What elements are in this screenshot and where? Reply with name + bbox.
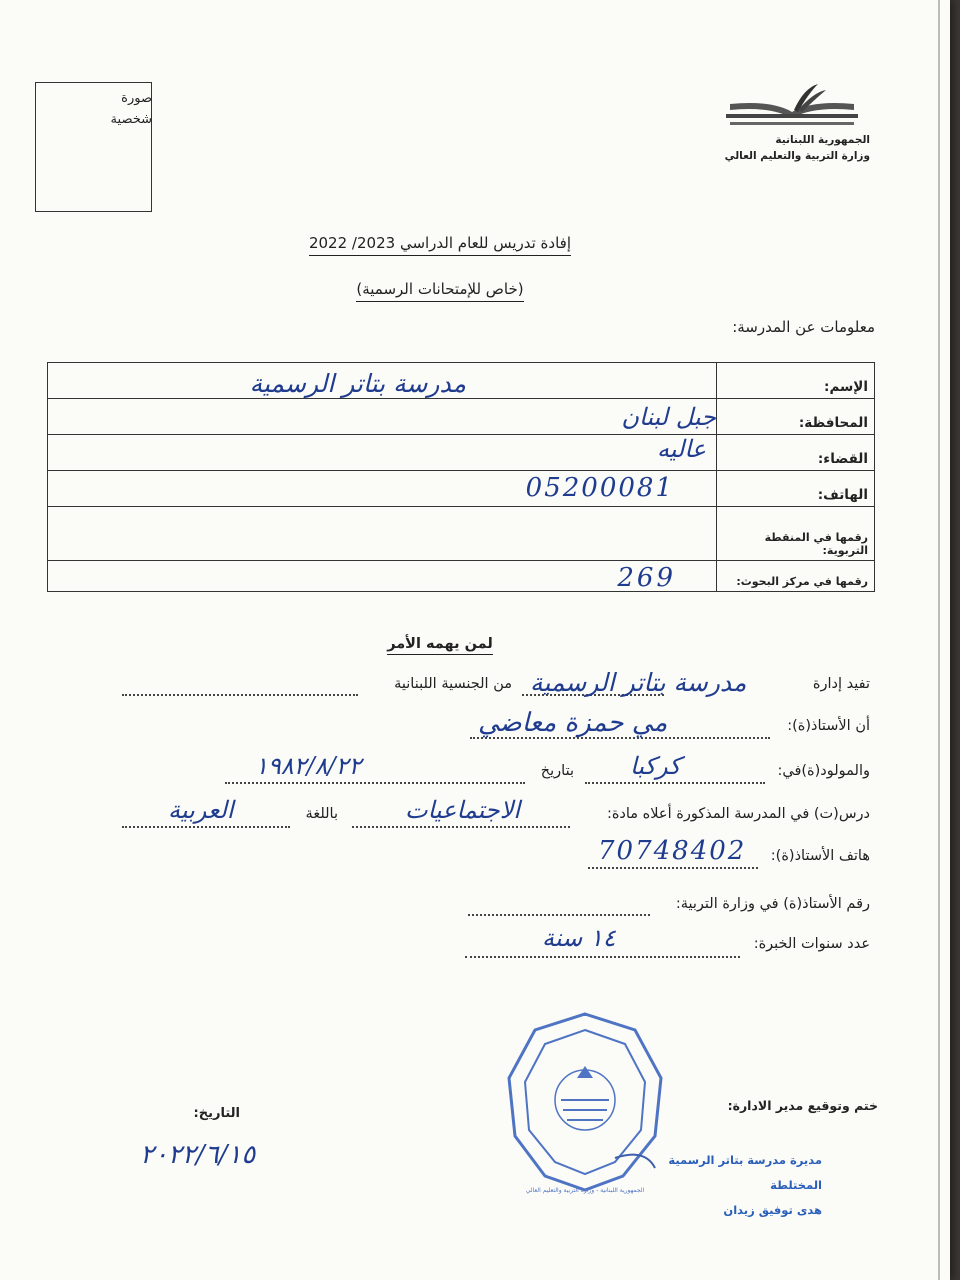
line-birthplace-label: والمولود(ة)في: <box>777 763 870 779</box>
phone-handwritten: 05200081 <box>525 473 674 504</box>
row-label: الإسم: <box>717 363 875 399</box>
line-phone-label: هاتف الأستاذ(ة): <box>770 848 870 864</box>
line-experience-label: عدد سنوات الخبرة: <box>753 936 870 952</box>
date-label: التاريخ: <box>193 1106 240 1121</box>
row-label: المحافظة: <box>717 399 875 435</box>
dotted-line <box>122 826 290 828</box>
research-number-handwritten: 269 <box>617 563 676 594</box>
row-value <box>48 507 717 561</box>
director-title: مديرة مدرسة بتاتر الرسمية المختلطة <box>668 1153 822 1192</box>
line-nationality: من الجنسية اللبنانية <box>394 676 512 692</box>
dotted-line <box>588 867 758 869</box>
subject-handwritten: الاجتماعيات <box>405 796 521 824</box>
line-date-label: بتاريخ <box>540 763 574 779</box>
teacher-name-handwritten: مي حمزة معاضي <box>478 708 668 738</box>
page-edge <box>938 0 940 1280</box>
row-value <box>48 471 717 507</box>
school-name-handwritten: مدرسة بتاتر الرسمية <box>249 369 466 398</box>
document-subtitle <box>300 280 580 298</box>
table-row <box>48 399 875 435</box>
row-label: الهاتف: <box>717 471 875 507</box>
table-row <box>48 561 875 592</box>
ministry-line2: وزارة التربية والتعليم العالي <box>724 150 870 162</box>
subtitle-text: (خاص للإمتحانات الرسمية) <box>356 280 523 302</box>
photo-label <box>60 88 152 130</box>
dotted-line <box>465 956 740 958</box>
line-ministry-number-label: رقم الأستاذ(ة) في وزارة التربية: <box>675 896 870 912</box>
school-info-heading: معلومات عن المدرسة: <box>732 318 875 336</box>
school-info-table <box>47 362 875 592</box>
administration-handwritten: مدرسة بتاتر الرسمية <box>530 668 747 697</box>
director-stamp <box>640 1148 822 1223</box>
row-value <box>48 561 717 592</box>
photo-label-line2: شخصية <box>110 112 152 127</box>
row-label: رقمها في المنقطة التربوية: <box>717 507 875 561</box>
line-subject-label: درس(ت) في المدرسة المذكورة أعلاه مادة: <box>606 806 870 822</box>
language-handwritten: العربية <box>168 796 234 824</box>
dotted-line <box>468 914 650 916</box>
title-text: إفادة تدريس للعام الدراسي 2023/ 2022 <box>309 234 571 256</box>
photo-label-line1: صورة <box>121 91 152 106</box>
director-signature-label: ختم وتوقيع مدير الادارة: <box>727 1098 878 1113</box>
table-row <box>48 435 875 471</box>
line-teacher-label: أن الأستاذ(ة): <box>787 718 870 734</box>
row-label: رقمها في مركز البحوث: <box>717 561 875 592</box>
ministry-line1: الجمهورية اللبنانية <box>775 134 870 146</box>
district-handwritten: عاليه <box>656 435 706 464</box>
experience-handwritten: ١٤ سنة <box>542 924 616 952</box>
director-name: هدى توفيق زيدان <box>723 1203 822 1217</box>
table-row <box>48 363 875 399</box>
line-administration-label: تفيد إدارة <box>812 676 870 692</box>
row-value <box>48 435 717 471</box>
to-whom-text: لمن يهمه الأمر <box>387 636 493 655</box>
dotted-line <box>585 782 765 784</box>
document-title <box>250 234 630 252</box>
governorate-handwritten: جبل لبنان <box>621 403 716 432</box>
ministry-name <box>700 132 870 164</box>
dotted-line <box>352 826 570 828</box>
stamp-text: الجمهورية اللبنانية - وزارة التربية والتعليم العالي <box>525 1187 645 1194</box>
row-value <box>48 399 717 435</box>
row-label: القضاء: <box>717 435 875 471</box>
date-handwritten: ٢٠٢٢/٦/١٥ <box>140 1140 256 1170</box>
teacher-phone-handwritten: 70748402 <box>598 836 747 866</box>
dotted-line <box>225 782 525 784</box>
line-language-label: باللغة <box>305 806 338 822</box>
birthplace-handwritten: كركبا <box>630 752 681 780</box>
table-row <box>48 471 875 507</box>
to-whom-heading <box>360 636 520 652</box>
ministry-logo-icon <box>722 82 862 132</box>
birthdate-handwritten: ١٩٨٢/٨/٢٢ <box>255 752 362 780</box>
table-row <box>48 507 875 561</box>
dotted-line <box>122 694 358 696</box>
row-value <box>48 363 717 399</box>
